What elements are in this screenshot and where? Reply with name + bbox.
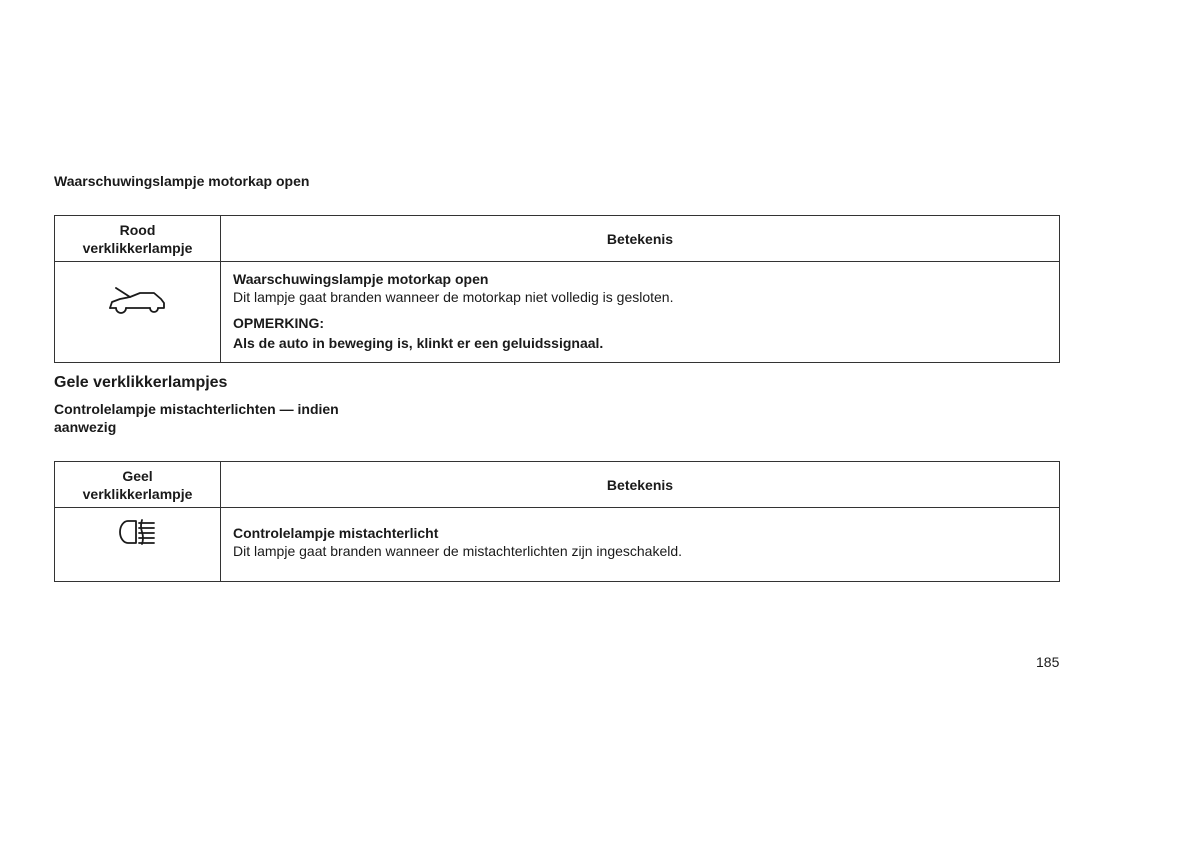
yellow-lamp-table: [54, 461, 1060, 582]
table-header-row: [55, 462, 1060, 508]
hood-icon-cell: [55, 262, 221, 363]
fog-row-text: Dit lampje gaat branden wanneer de mistachterlichten zijn ingeschakeld.: [233, 543, 683, 559]
col-header-meaning: Betekenis: [221, 462, 1060, 508]
col-header-lamp: [55, 216, 221, 262]
fog-row-title: Controlelampje mistachterlicht: [233, 525, 439, 541]
hood-row-title: Waarschuwingslampje motorkap open: [233, 271, 489, 287]
table-row: [55, 262, 1060, 363]
fog-light-heading-line2: aanwezig: [54, 419, 117, 435]
hood-row-text: Dit lampje gaat branden wanneer de motorkap niet volledig is gesloten.: [233, 289, 674, 305]
hood-note-label: OPMERKING:: [233, 315, 324, 331]
yellow-lamps-title: Gele verklikkerlampjes: [54, 374, 228, 391]
table-row: [55, 508, 1060, 582]
red-lamp-table: [54, 215, 1060, 363]
fog-light-heading: [54, 400, 339, 436]
col-header-lamp-line2: verklikkerlampje: [82, 239, 193, 256]
hood-open-icon: [106, 284, 170, 318]
hood-description-cell: [221, 262, 1060, 363]
col-header-lamp-line2: verklikkerlampje: [82, 485, 193, 502]
hood-note-text: Als de auto in beweging is, klinkt er een geluidssignaal.: [233, 335, 604, 351]
fog-light-heading-line1: Controlelampje mistachterlichten — indien: [54, 401, 339, 417]
rear-fog-light-icon: [118, 517, 158, 547]
col-header-lamp: [55, 462, 221, 508]
fog-icon-cell: [55, 508, 221, 582]
col-header-meaning: Betekenis: [221, 216, 1060, 262]
col-header-lamp-line1: Rood: [119, 221, 156, 238]
fog-description-cell: [221, 508, 1060, 582]
col-header-lamp-line1: Geel: [122, 467, 153, 484]
hood-warning-heading: Waarschuwingslampje motorkap open: [54, 173, 310, 189]
page-number: 185: [1036, 654, 1060, 670]
table-header-row: [55, 216, 1060, 262]
